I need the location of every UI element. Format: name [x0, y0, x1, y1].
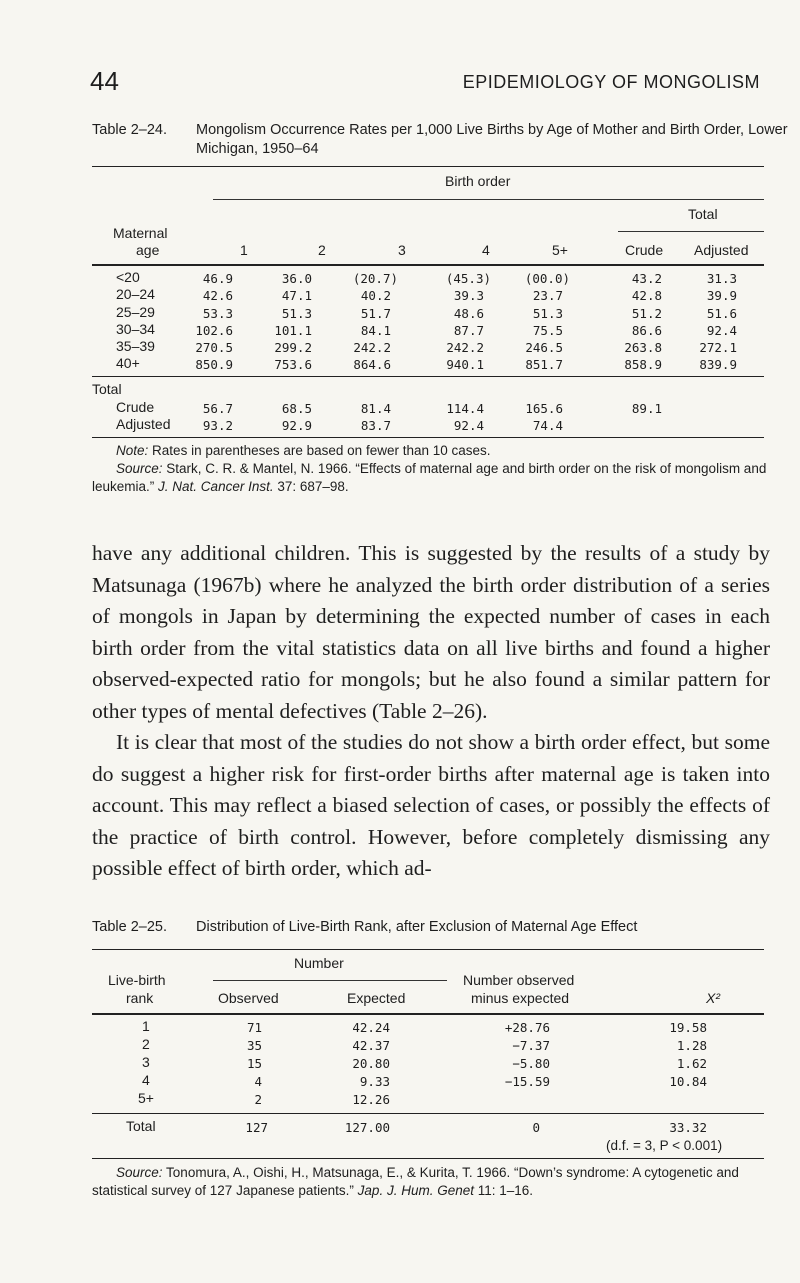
table2-cell: 33.32 — [669, 1120, 707, 1135]
table1-age-cell: 40+ — [116, 355, 140, 371]
table1-cell: 101.1 — [274, 323, 312, 338]
table2-source — [92, 1164, 772, 1200]
table2-cell: 1.28 — [676, 1038, 707, 1053]
table1-age-cell: 20–24 — [116, 286, 155, 302]
page-number: 44 — [90, 66, 119, 96]
body-paragraph-2: It is clear that most of the studies do not show a birth order effect, but some do suggest a higher risk for first-order births after maternal age is taken into account. This may reflect a biased selection of cases, or possibly the effects of the practice of birth control. However, before completely dismissing any possible effect of birth order, which ad- — [92, 730, 770, 880]
table1-header-birth-order: Birth order — [445, 173, 511, 189]
table2-body-rule — [92, 1113, 764, 1114]
table2-cell: 19.58 — [669, 1020, 707, 1035]
table2-header-minus-expected: minus expected — [471, 990, 570, 1006]
table2-header-expected: Expected — [347, 990, 406, 1006]
table1-cell: 92.4 — [453, 418, 484, 433]
table1-cell: 23.7 — [532, 288, 563, 303]
table1-cell: 39.3 — [453, 288, 484, 303]
table1-header-rule — [92, 264, 764, 266]
table2-label: Table 2–25. — [92, 919, 167, 935]
table2-header-rule — [92, 1013, 764, 1015]
table1-header-maternal: Maternal — [113, 225, 168, 241]
table1-cell: 47.1 — [281, 288, 312, 303]
table2-total-label: Total — [126, 1118, 156, 1134]
table1-cell: (45.3) — [445, 271, 491, 286]
table1-cell: 48.6 — [453, 306, 484, 321]
table2-source-text: Tonomura, A., Oishi, H., Matsunaga, E., & Kurita, T. 1966. “Down’s syndrome: A cytogenetic and statistical survey of 127 Japanese patients.” — [92, 1165, 739, 1198]
table1-cell: 68.5 — [281, 401, 312, 416]
table2-cell: 71 — [246, 1020, 262, 1035]
table1-cell: 42.6 — [202, 288, 233, 303]
table2-cell: 2 — [254, 1092, 262, 1107]
table2-cell: 9.33 — [359, 1074, 390, 1089]
table1-cell: 86.6 — [631, 323, 662, 338]
table1-cell: 92.4 — [706, 323, 737, 338]
table1-cell: 42.8 — [631, 288, 662, 303]
table1-source-journal: J. Nat. Cancer Inst. — [158, 479, 274, 494]
table2-header-number: Number — [294, 955, 344, 971]
table1-source-text: Stark, C. R. & Mantel, N. 1966. “Effects of maternal age and birth order on the risk of mongolism and leukemia.” — [92, 461, 767, 494]
table2-caption — [92, 918, 796, 937]
table2-bottom-rule — [92, 1158, 764, 1159]
table1-cell: 299.2 — [274, 340, 312, 355]
table2-rank-cell: 1 — [142, 1018, 150, 1034]
table1-bottom-rule — [92, 437, 764, 438]
table1-cell: 40.2 — [360, 288, 391, 303]
table1-birth-order-rule — [213, 199, 764, 200]
table1-cell: 753.6 — [274, 357, 312, 372]
table1-cell: 81.4 — [360, 401, 391, 416]
table2-cell: 127 — [245, 1120, 268, 1135]
table1-cell: 850.9 — [195, 357, 233, 372]
table2-rank-cell: 3 — [142, 1054, 150, 1070]
table1-cell: 84.1 — [360, 323, 391, 338]
table1-cell: 270.5 — [195, 340, 233, 355]
table1-cell: 43.2 — [631, 271, 662, 286]
table1-body-rule — [92, 376, 764, 377]
table1-cell: 102.6 — [195, 323, 233, 338]
table1-cell: 93.2 — [202, 418, 233, 433]
table1-total-rule — [618, 231, 764, 232]
table1-cell: 940.1 — [446, 357, 484, 372]
table2-cell: 12.26 — [352, 1092, 390, 1107]
table1-label: Table 2–24. — [92, 122, 167, 138]
table1-cell: 36.0 — [281, 271, 312, 286]
table1-cell: 87.7 — [453, 323, 484, 338]
table2-source-journal: Jap. J. Hum. Genet — [357, 1183, 474, 1198]
table1-total-row-label: Adjusted — [116, 416, 171, 432]
table1-cell: 51.6 — [706, 306, 737, 321]
table1-source-end: 37: 687–98. — [277, 479, 349, 494]
table1-cell: 51.2 — [631, 306, 662, 321]
table2-df-note: (d.f. = 3, P < 0.001) — [606, 1138, 723, 1153]
table1-cell: 272.1 — [699, 340, 737, 355]
table1-cell: 51.3 — [532, 306, 563, 321]
table2-rank-cell: 2 — [142, 1036, 150, 1052]
table1-col-3: 3 — [398, 242, 406, 258]
table1-col-1: 1 — [240, 242, 248, 258]
table1-source-label: Source: — [116, 461, 163, 476]
table2-top-rule — [92, 949, 764, 950]
table2-rank-cell: 4 — [142, 1072, 150, 1088]
table1-cell: 92.9 — [281, 418, 312, 433]
table2-cell: −7.37 — [512, 1038, 550, 1053]
table2-header-chi-square: X² — [706, 990, 720, 1006]
table2-cell: 42.37 — [352, 1038, 390, 1053]
table1-cell: 51.3 — [281, 306, 312, 321]
table2-header-observed: Observed — [218, 990, 279, 1006]
table1-cell: 46.9 — [202, 271, 233, 286]
table1-cell: 858.9 — [624, 357, 662, 372]
table1-note-label: Note: — [116, 443, 149, 458]
table1-cell: 56.7 — [202, 401, 233, 416]
table1-col-4: 4 — [482, 242, 490, 258]
table1-header-age: age — [136, 242, 160, 258]
table2-cell: 1.62 — [676, 1056, 707, 1071]
table2-cell: +28.76 — [504, 1020, 550, 1035]
table1-cell: 165.6 — [525, 401, 563, 416]
table2-cell: 42.24 — [352, 1020, 390, 1035]
table1-cell: 89.1 — [631, 401, 662, 416]
table1-cell: (20.7) — [352, 271, 398, 286]
table1-age-cell: 30–34 — [116, 321, 155, 337]
table1-cell: 31.3 — [706, 271, 737, 286]
table1-cell: 74.4 — [532, 418, 563, 433]
table1-cell: 839.9 — [699, 357, 737, 372]
table1-cell: 263.8 — [624, 340, 662, 355]
table2-cell: 20.80 — [352, 1056, 390, 1071]
table1-caption — [92, 121, 796, 159]
table1-cell: 242.2 — [446, 340, 484, 355]
table1-cell: 39.9 — [706, 288, 737, 303]
body-paragraph-1: have any additional children. This is suggested by the results of a study by Matsunaga (1967b) where he analyzed the birth order distribution of a series of mongols in Japan by determining the expected number of cases in each birth order from the vital statistics data on all live births and found a higher observed-expected ratio for mongols; but he also found a similar pattern for other types of mental defectives (Table 2–26). — [92, 541, 770, 723]
table1-cell: 51.7 — [360, 306, 391, 321]
table2-title: Distribution of Live-Birth Rank, after Exclusion of Maternal Age Effect — [196, 919, 638, 935]
table2-cell: 15 — [246, 1056, 262, 1071]
table2-source-end: 11: 1–16. — [477, 1183, 534, 1198]
table1-cell: 75.5 — [532, 323, 563, 338]
table2-cell: 127.00 — [344, 1120, 390, 1135]
table1-note — [92, 442, 772, 496]
table2-rank-cell: 5+ — [138, 1090, 154, 1106]
table1-header-total: Total — [688, 206, 718, 222]
table2-header-live-birth: Live-birth — [108, 972, 166, 988]
table1-cell: 53.3 — [202, 306, 233, 321]
table2-cell: 0 — [532, 1120, 540, 1135]
table2-number-rule — [213, 980, 447, 981]
table1-top-rule — [92, 166, 764, 167]
table1-cell: (00.0) — [524, 271, 570, 286]
table1-col-crude: Crude — [625, 242, 664, 258]
table1-cell: 851.7 — [525, 357, 563, 372]
table1-age-cell: 25–29 — [116, 304, 155, 320]
table1-col-adjusted: Adjusted — [694, 242, 749, 258]
table2-header-number-observed: Number observed — [463, 972, 575, 988]
table1-age-cell: 35–39 — [116, 338, 155, 354]
table2-cell: −15.59 — [504, 1074, 550, 1089]
table1-cell: 83.7 — [360, 418, 391, 433]
table1-col-5plus: 5+ — [552, 242, 568, 258]
table1-cell: 242.2 — [353, 340, 391, 355]
table1-cell: 246.5 — [525, 340, 563, 355]
table2-cell: 10.84 — [669, 1074, 707, 1089]
table1-col-2: 2 — [318, 242, 326, 258]
table1-title: Mongolism Occurrence Rates per 1,000 Live Births by Age of Mother and Birth Order, Lower Michigan, 1950–64 — [196, 122, 788, 157]
table1-age-cell: <20 — [116, 269, 140, 285]
table1-note-text: Rates in parentheses are based on fewer than 10 cases. — [152, 443, 491, 458]
table2-cell: −5.80 — [512, 1056, 550, 1071]
table1-total-row-label: Crude — [116, 399, 155, 415]
table1-cell: 114.4 — [446, 401, 484, 416]
running-head: EPIDEMIOLOGY OF MONGOLISM — [462, 72, 760, 92]
table1-total-label: Total — [92, 381, 122, 397]
table1-cell: 864.6 — [353, 357, 391, 372]
body-text — [92, 538, 770, 885]
table2-source-label: Source: — [116, 1165, 163, 1180]
table2-header-rank: rank — [126, 990, 154, 1006]
table2-cell: 35 — [246, 1038, 262, 1053]
table2-cell: 4 — [254, 1074, 262, 1089]
